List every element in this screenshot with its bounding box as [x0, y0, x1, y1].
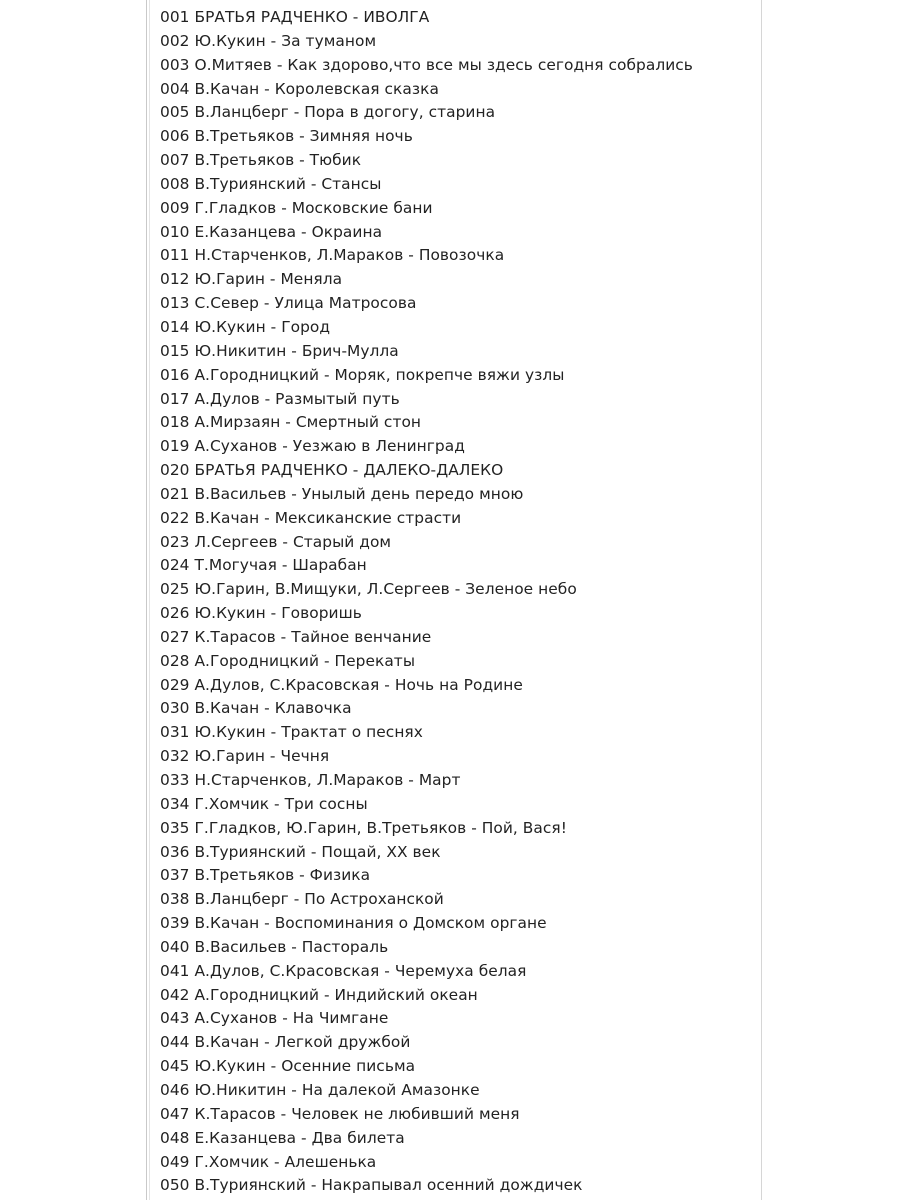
track-item: 006 В.Третьяков - Зимняя ночь [160, 127, 413, 146]
track-item: 047 К.Тарасов - Человек не любивший меня [160, 1104, 520, 1123]
track-item: 033 Н.Старченков, Л.Мараков - Март [160, 771, 461, 789]
track-item: 043 А.Суханов - На Чимгане [160, 1009, 389, 1028]
track-item: 015 Ю.Никитин - Брич-Мулла [160, 341, 399, 360]
track-item: 020 БРАТЬЯ РАДЧЕНКО - ДАЛЕКО-ДАЛЕКО [160, 461, 504, 480]
track-item: 002 Ю.Кукин - За туманом [160, 31, 377, 50]
track-item: 023 Л.Сергеев - Старый дом [160, 532, 392, 551]
track-item: 021 В.Васильев - Унылый день передо мною [160, 484, 524, 503]
track-list [160, 6, 693, 1198]
track-item: 028 А.Городницкий - Перекаты [160, 651, 416, 670]
track-item: 037 В.Третьяков - Физика [160, 866, 371, 885]
track-item: 045 Ю.Кукин - Осенние письма [160, 1057, 416, 1076]
track-item: 044 В.Качан - Легкой дружбой [160, 1033, 411, 1052]
track-item: 019 А.Суханов - Уезжаю в Ленинград [160, 437, 465, 456]
track-item: 039 В.Качан - Воспоминания о Домском органе [160, 914, 547, 933]
track-item: 032 Ю.Гарин - Чечня [160, 747, 330, 766]
track-item: 031 Ю.Кукин - Трактат о песнях [160, 723, 423, 742]
track-item: 016 А.Городницкий - Моряк, покрепче вяжи узлы [160, 365, 565, 384]
track-item: 036 В.Туриянский - Пощай, ХХ век [160, 842, 441, 861]
track-item: 017 А.Дулов - Размытый путь [160, 389, 400, 408]
track-item: 003 О.Митяев - Как здорово,что все мы здесь сегодня собрались [160, 55, 693, 74]
panel-inner-border [149, 0, 150, 1200]
track-item: 022 В.Качан - Мексиканские страсти [160, 508, 462, 527]
track-item: 050 В.Туриянский - Накрапывал осенний дождичек [160, 1176, 583, 1195]
track-item: 018 А.Мирзаян - Смертный стон [160, 413, 422, 432]
track-item: 026 Ю.Кукин - Говоришь [160, 604, 362, 623]
track-item: 027 К.Тарасов - Тайное венчание [160, 627, 432, 646]
track-item: 011 Н.Старченков, Л.Мараков - Повозочка [160, 246, 505, 265]
track-item: 034 Г.Хомчик - Три сосны [160, 794, 368, 813]
track-item: 042 А.Городницкий - Индийский океан [160, 985, 478, 1004]
track-item: 009 Г.Гладков - Московские бани [160, 198, 433, 217]
track-item: 041 А.Дулов, С.Красовская - Черемуха белая [160, 961, 527, 980]
track-item: 001 БРАТЬЯ РАДЧЕНКО - ИВОЛГА [160, 8, 430, 26]
track-item: 046 Ю.Никитин - На далекой Амазонке [160, 1080, 480, 1099]
track-item: 038 В.Ланцберг - По Астроханской [160, 890, 444, 909]
track-item: 010 Е.Казанцева - Окраина [160, 222, 383, 241]
track-item: 049 Г.Хомчик - Алешенька [160, 1152, 377, 1171]
track-item: 014 Ю.Кукин - Город [160, 317, 331, 336]
track-item: 008 В.Туриянский - Стансы [160, 174, 382, 193]
track-item: 029 А.Дулов, С.Красовская - Ночь на Родине [160, 675, 523, 694]
track-item: 012 Ю.Гарин - Меняла [160, 270, 343, 289]
track-item: 013 С.Север - Улица Матросова [160, 294, 417, 313]
track-item: 048 Е.Казанцева - Два билета [160, 1128, 405, 1147]
track-item: 007 В.Третьяков - Тюбик [160, 151, 362, 170]
track-item: 005 В.Ланцберг - Пора в догогу, старина [160, 103, 496, 122]
track-item: 040 В.Васильев - Пастораль [160, 937, 389, 956]
track-item: 030 В.Качан - Клавочка [160, 699, 352, 718]
track-item: 024 Т.Могучая - Шарабан [160, 556, 367, 575]
track-item: 025 Ю.Гарин, В.Мищуки, Л.Сергеев - Зеленое небо [160, 580, 577, 599]
track-item: 035 Г.Гладков, Ю.Гарин, В.Третьяков - Пой, Вася! [160, 818, 567, 837]
track-item: 004 В.Качан - Королевская сказка [160, 79, 439, 98]
